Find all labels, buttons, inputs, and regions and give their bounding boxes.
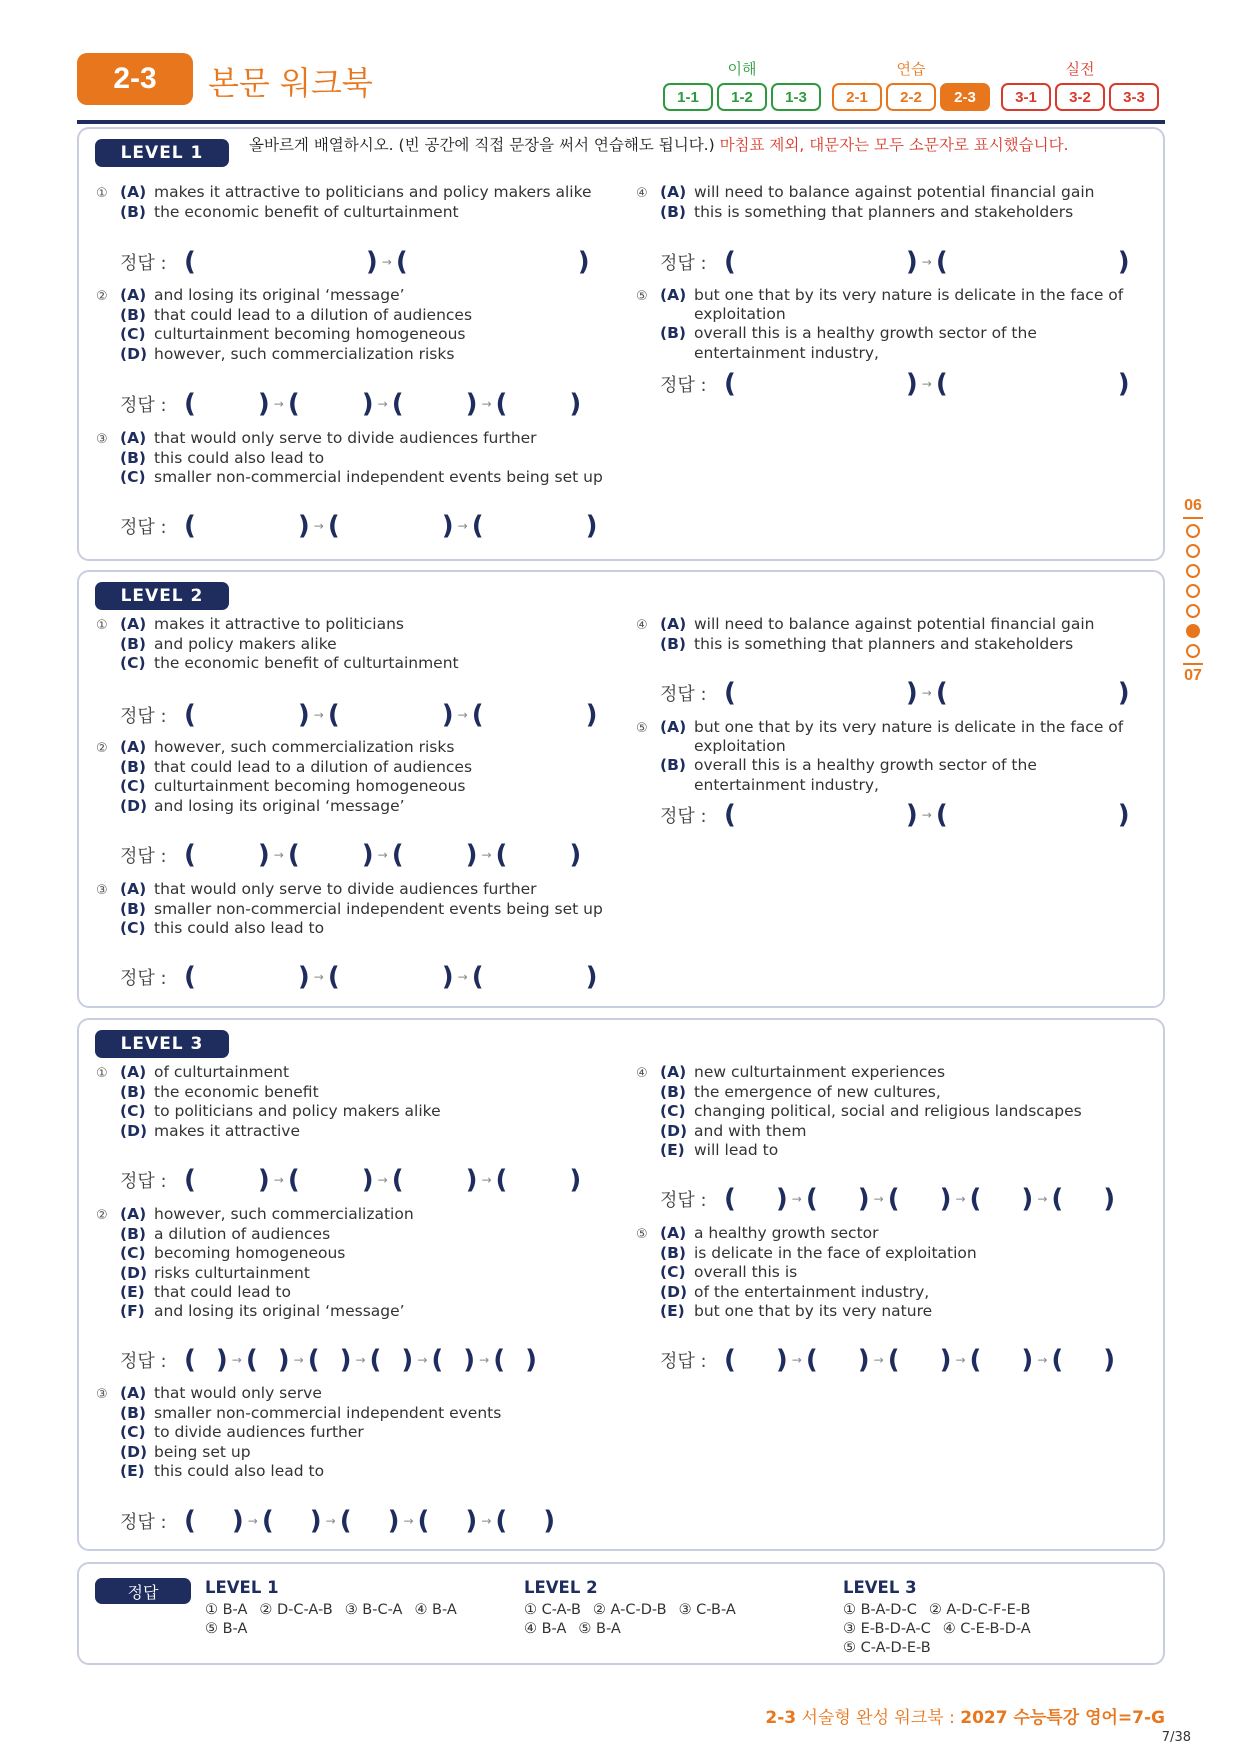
item-text: and losing its original ‘message’ [154, 1302, 405, 1321]
chapter-end: 07 [1184, 667, 1202, 684]
item-text: however, such commercialization risks [154, 738, 455, 756]
tab-3-3[interactable]: 3-3 [1109, 83, 1159, 111]
progress-dot [1186, 544, 1200, 558]
answer-key-title: LEVEL 3 [843, 1578, 917, 1597]
answer-label: 정답 : [660, 1351, 707, 1372]
item-label: (C) [120, 777, 146, 796]
item-text: smaller non-commercial independent events [154, 1404, 502, 1423]
answer-row[interactable]: 정답 : ( ) → ( ) [660, 247, 1130, 277]
item-text: of culturtainment [154, 1063, 290, 1081]
item-label: (A) [120, 286, 147, 304]
item-text: but one that by its very nature [694, 1301, 933, 1320]
item-label: (D) [120, 1121, 148, 1140]
page-number: 7/38 [1161, 1730, 1191, 1745]
answer-key-item: ③ E-B-D-A-C [843, 1621, 931, 1637]
item-label: (D) [660, 1282, 688, 1301]
progress-dot [1186, 604, 1200, 618]
item-text: but one that by its very nature is delicate in the face of exploitation [694, 718, 1124, 756]
item-label: (A) [660, 718, 687, 736]
answer-key-item: ② A-C-D-B [592, 1602, 667, 1618]
answer-key-badge: 정답 [95, 1578, 191, 1604]
item-label: (B) [120, 449, 146, 468]
answer-label: 정답 : [660, 375, 707, 396]
item-text: will lead to [694, 1140, 779, 1159]
item-label: (E) [120, 1461, 145, 1480]
item-label: (B) [120, 900, 146, 919]
tab-1-2[interactable]: 1-2 [717, 83, 767, 111]
answer-key-panel [77, 1562, 1165, 1665]
tab-2-1[interactable]: 2-1 [832, 83, 882, 111]
progress-dot-current [1186, 624, 1200, 638]
answer-row[interactable]: 정답 : ( ) → ( ) → ( ) → ( ) → ( ) → ( ) [120, 1345, 537, 1375]
level-badge: LEVEL 2 [95, 582, 229, 610]
footer [765, 1703, 1165, 1728]
answer-key-title: LEVEL 1 [205, 1578, 279, 1597]
answer-row[interactable]: 정답 : ( ) → ( ) → ( ) [120, 962, 598, 992]
item-text: changing political, social and religious landscapes [694, 1102, 1082, 1121]
item-text: culturtainment becoming homogeneous [154, 325, 466, 344]
answer-row[interactable]: 정답 : ( ) → ( ) → ( ) → ( ) → ( ) [660, 1184, 1116, 1214]
item-label: (A) [660, 1224, 687, 1242]
item-text: will need to balance against potential financial gain [694, 615, 1095, 633]
item-text: however, such commercialization [154, 1205, 414, 1223]
answer-key-level-3 [843, 1578, 1153, 1658]
question-2 [96, 738, 626, 816]
item-label: (E) [660, 1301, 685, 1320]
footer-text: 서술형 완성 워크북 : [796, 1708, 961, 1728]
item-text: that could lead to a dilution of audiences [154, 306, 473, 325]
item-text: that could lead to [154, 1282, 291, 1301]
unit-badge: 2-3 [77, 53, 193, 105]
question-number: ④ [636, 618, 648, 633]
answer-key-item: ⑤ B-A [205, 1621, 248, 1637]
answer-label: 정답 : [660, 684, 707, 705]
item-label: (A) [120, 1205, 147, 1223]
progress-dot [1186, 564, 1200, 578]
divider [1183, 517, 1203, 519]
item-text: the economic benefit [154, 1083, 319, 1102]
item-text: will need to balance against potential financial gain [694, 183, 1095, 201]
item-label: (B) [660, 1244, 686, 1263]
answer-label: 정답 : [660, 253, 707, 274]
answer-label: 정답 : [120, 846, 167, 867]
level-2-panel [77, 570, 1165, 1008]
chapter-tracker [1178, 497, 1208, 685]
answer-key-item: ① B-A [205, 1602, 248, 1618]
answer-key-item: ④ B-A [524, 1621, 567, 1637]
item-text: becoming homogeneous [154, 1244, 346, 1263]
question-2 [96, 286, 626, 364]
header-divider [77, 120, 1165, 124]
answer-key-item: ① B-A-D-C [843, 1602, 917, 1618]
item-text: and losing its original ‘message’ [154, 796, 405, 815]
answer-row[interactable]: 정답 : ( ) → ( ) → ( ) → ( ) [120, 389, 582, 419]
item-label: (B) [120, 203, 146, 222]
item-label: (A) [660, 183, 687, 201]
item-label: (A) [120, 615, 147, 633]
item-label: (E) [660, 1140, 685, 1159]
item-text: makes it attractive [154, 1121, 301, 1140]
progress-dot [1186, 644, 1200, 658]
question-number: ① [96, 1066, 108, 1081]
tab-2-3[interactable]: 2-3 [940, 83, 990, 111]
answer-key-item: ④ B-A [414, 1602, 457, 1618]
answer-key-item: ② D-C-A-B [259, 1602, 333, 1618]
answer-key-item: ③ B-C-A [344, 1602, 403, 1618]
item-label: (D) [120, 344, 148, 363]
answer-row[interactable]: 정답 : ( ) → ( ) → ( ) [120, 700, 598, 730]
item-label: (B) [660, 1083, 686, 1102]
item-text: however, such commercialization risks [154, 344, 455, 363]
item-label: (C) [120, 1423, 146, 1442]
item-label: (A) [120, 183, 147, 201]
item-label: (C) [660, 1263, 686, 1282]
item-label: (A) [660, 1063, 687, 1081]
question-2 [96, 1205, 626, 1321]
question-number: ④ [636, 186, 648, 201]
item-label: (A) [120, 1384, 147, 1402]
divider [1183, 663, 1203, 665]
answer-key-level-1 [205, 1578, 515, 1639]
item-text: is delicate in the face of exploitation [694, 1244, 977, 1263]
answer-label: 정답 : [120, 1171, 167, 1192]
answer-key-item: ⑤ B-A [578, 1621, 621, 1637]
item-text: smaller non-commercial independent events being set up [154, 468, 603, 487]
stage-label: 이해 [727, 60, 757, 78]
item-label: (C) [120, 325, 146, 344]
tab-1-3[interactable]: 1-3 [771, 83, 821, 111]
answer-row[interactable]: 정답 : ( ) → ( ) → ( ) → ( ) → ( ) [120, 1506, 556, 1536]
item-text: and policy makers alike [154, 635, 337, 654]
item-text: to politicians and policy makers alike [154, 1102, 441, 1121]
question-number: ⑤ [636, 289, 648, 304]
item-text: a dilution of audiences [154, 1225, 331, 1244]
answer-label: 정답 : [660, 806, 707, 827]
answer-row[interactable]: 정답 : ( ) → ( ) → ( ) → ( ) → ( ) [660, 1345, 1116, 1375]
item-text: that would only serve [154, 1384, 322, 1402]
question-5 [636, 718, 1156, 795]
item-label: (C) [120, 1102, 146, 1121]
chapter-start: 06 [1184, 497, 1202, 514]
question-1 [96, 1063, 626, 1141]
item-text: overall this is [694, 1263, 798, 1282]
answer-row[interactable]: 정답 : ( ) → ( ) [120, 247, 590, 277]
question-1 [96, 183, 626, 222]
item-label: (A) [120, 738, 147, 756]
item-text: the economic benefit of culturtainment [154, 203, 459, 222]
answer-key-item: ③ C-B-A [678, 1602, 736, 1618]
question-number: ① [96, 186, 108, 201]
item-label: (D) [120, 1442, 148, 1461]
question-3 [96, 429, 626, 488]
item-text: this could also lead to [154, 449, 325, 468]
item-text: that would only serve to divide audiences further [154, 429, 537, 447]
stage-group-understand [663, 58, 821, 111]
tab-3-2[interactable]: 3-2 [1055, 83, 1105, 111]
answer-row[interactable]: 정답 : ( ) → ( ) [660, 678, 1130, 708]
item-text: culturtainment becoming homogeneous [154, 777, 466, 796]
item-text: that would only serve to divide audiences further [154, 880, 537, 898]
item-label: (B) [660, 635, 686, 654]
item-text: the economic benefit of culturtainment [154, 654, 459, 673]
item-label: (C) [120, 654, 146, 673]
item-text: of the entertainment industry, [694, 1282, 930, 1301]
item-label: (B) [660, 756, 686, 775]
stage-group-real [1001, 58, 1159, 111]
item-text: and with them [694, 1121, 807, 1140]
question-4 [636, 183, 1156, 222]
question-number: ④ [636, 1066, 648, 1081]
item-text: smaller non-commercial independent events being set up [154, 900, 603, 919]
item-label: (D) [120, 796, 148, 815]
item-text: this is something that planners and stakeholders [694, 203, 1074, 222]
item-label: (B) [120, 1404, 146, 1423]
question-1 [96, 615, 626, 674]
question-number: ③ [96, 432, 108, 447]
answer-key-title: LEVEL 2 [524, 1578, 598, 1597]
answer-row[interactable]: 정답 : ( ) → ( ) [660, 369, 1130, 399]
item-text: that could lead to a dilution of audiences [154, 758, 473, 777]
stage-label: 실전 [1065, 60, 1095, 78]
question-number: ⑤ [636, 721, 648, 736]
item-label: (A) [660, 286, 687, 304]
item-text: and losing its original ‘message’ [154, 286, 405, 304]
item-text: makes it attractive to politicians and policy makers alike [154, 183, 592, 201]
question-3 [96, 1384, 626, 1481]
question-3 [96, 880, 626, 939]
item-text: new culturtainment experiences [694, 1063, 946, 1081]
item-label: (A) [120, 429, 147, 447]
instruction [249, 135, 1149, 155]
tab-1-1[interactable]: 1-1 [663, 83, 713, 111]
item-label: (E) [120, 1282, 145, 1301]
answer-row[interactable]: 정답 : ( ) → ( ) → ( ) [120, 511, 598, 541]
item-text: a healthy growth sector [694, 1224, 879, 1242]
item-text: but one that by its very nature is delicate in the face of exploitation [694, 286, 1124, 324]
item-label: (F) [120, 1302, 145, 1321]
item-label: (B) [120, 635, 146, 654]
question-number: ③ [96, 1387, 108, 1402]
answer-label: 정답 : [120, 1512, 167, 1533]
item-label: (B) [120, 306, 146, 325]
answer-key-item: ① C-A-B [524, 1602, 581, 1618]
tab-2-2[interactable]: 2-2 [886, 83, 936, 111]
item-text: this is something that planners and stakeholders [694, 635, 1074, 654]
question-4 [636, 615, 1156, 654]
item-label: (A) [120, 1063, 147, 1081]
level-badge: LEVEL 1 [95, 139, 229, 167]
item-label: (A) [120, 880, 147, 898]
answer-label: 정답 : [660, 1190, 707, 1211]
item-label: (A) [660, 615, 687, 633]
question-5 [636, 1224, 1156, 1321]
question-number: ② [96, 741, 108, 756]
level-3-panel [77, 1018, 1165, 1551]
instruction-note: 마침표 제외, 대문자는 모두 소문자로 표시했습니다. [714, 136, 1069, 154]
item-label: (D) [660, 1121, 688, 1140]
question-number: ① [96, 618, 108, 633]
answer-label: 정답 : [120, 706, 167, 727]
footer-book: 2027 수능특강 영어=7-G [960, 1708, 1165, 1728]
question-number: ③ [96, 883, 108, 898]
question-number: ② [96, 289, 108, 304]
level-badge: LEVEL 3 [95, 1030, 229, 1058]
item-text: makes it attractive to politicians [154, 615, 404, 633]
page-title: 본문 워크북 [208, 64, 373, 102]
stage-label: 연습 [896, 60, 926, 78]
stage-group-practice [832, 58, 990, 111]
progress-dot [1186, 524, 1200, 538]
item-text: this could also lead to [154, 919, 325, 938]
progress-dot [1186, 584, 1200, 598]
item-text: being set up [154, 1442, 251, 1461]
answer-key-item: ② A-D-C-F-E-B [928, 1602, 1031, 1618]
question-number: ⑤ [636, 1227, 648, 1242]
item-label: (B) [660, 324, 686, 343]
answer-label: 정답 : [120, 968, 167, 989]
answer-key-level-2 [524, 1578, 834, 1639]
question-number: ② [96, 1208, 108, 1223]
footer-unit: 2-3 [765, 1708, 797, 1728]
item-text: to divide audiences further [154, 1423, 364, 1442]
answer-row[interactable]: 정답 : ( ) → ( ) → ( ) → ( ) [120, 840, 582, 870]
item-text: overall this is a healthy growth sector of the entertainment industry, [694, 756, 1037, 794]
item-label: (C) [660, 1102, 686, 1121]
tab-3-1[interactable]: 3-1 [1001, 83, 1051, 111]
question-5 [636, 286, 1156, 363]
answer-key-item: ④ C-E-B-D-A [942, 1621, 1031, 1637]
instruction-main: 올바르게 배열하시오. (빈 공간에 직접 문장을 써서 연습해도 됩니다.) [249, 136, 715, 154]
level-1-panel [77, 127, 1165, 561]
item-label: (B) [120, 1225, 146, 1244]
answer-row[interactable]: 정답 : ( ) → ( ) → ( ) → ( ) [120, 1165, 582, 1195]
answer-label: 정답 : [120, 395, 167, 416]
item-label: (D) [120, 1263, 148, 1282]
item-label: (B) [120, 1083, 146, 1102]
answer-label: 정답 : [120, 253, 167, 274]
answer-row[interactable]: 정답 : ( ) → ( ) [660, 800, 1130, 830]
item-text: this could also lead to [154, 1461, 325, 1480]
item-label: (C) [120, 468, 146, 487]
item-label: (C) [120, 1244, 146, 1263]
question-4 [636, 1063, 1156, 1160]
answer-label: 정답 : [120, 1351, 167, 1372]
item-label: (C) [120, 919, 146, 938]
item-text: overall this is a healthy growth sector of the entertainment industry, [694, 324, 1037, 362]
item-text: risks culturtainment [154, 1263, 310, 1282]
answer-label: 정답 : [120, 517, 167, 538]
item-label: (B) [660, 203, 686, 222]
item-label: (B) [120, 758, 146, 777]
item-text: the emergence of new cultures, [694, 1083, 941, 1102]
answer-key-item: ⑤ C-A-D-E-B [843, 1640, 931, 1656]
